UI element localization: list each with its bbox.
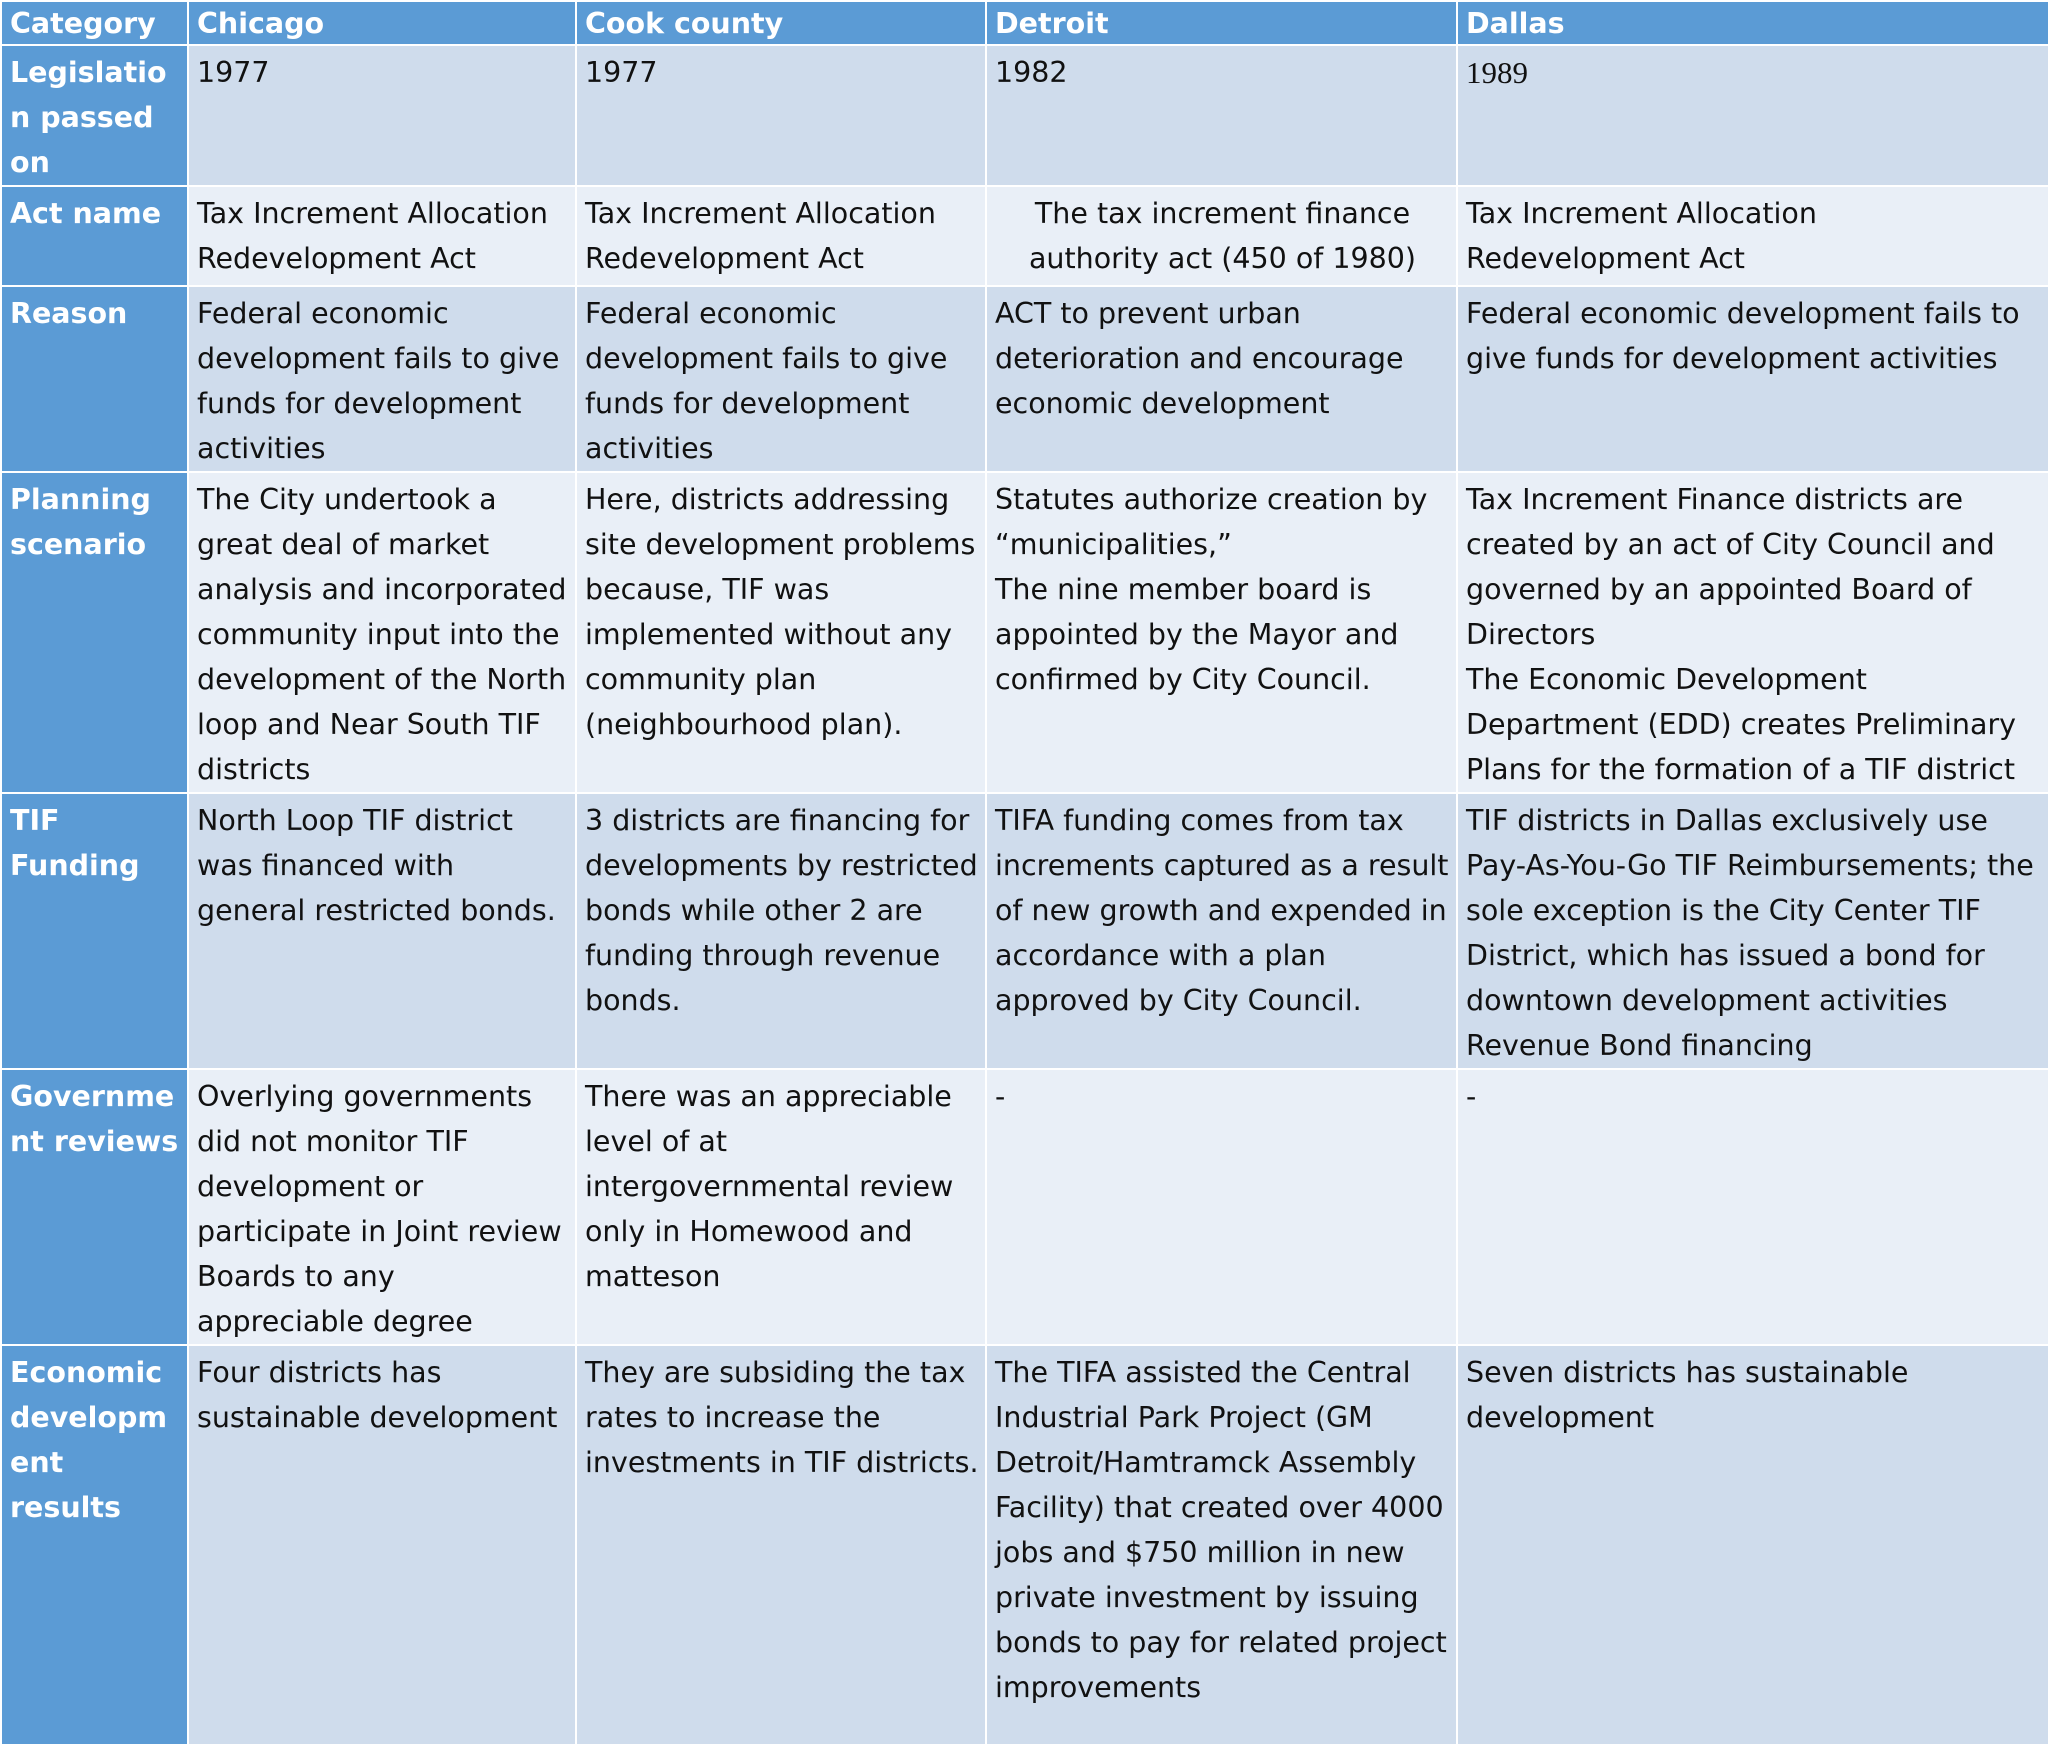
cell-dallas: Seven districts has sustainable development [1457,1345,2049,1745]
row-label: Act name [1,186,188,286]
header-category: Category [1,1,188,45]
cell-dallas: 1989 [1457,45,2049,186]
cell-detroit: 1982 [986,45,1457,186]
header-cook-county: Cook county [576,1,986,45]
cell-dallas: Tax Increment Allocation Redevelopment Act [1457,186,2049,286]
row-label: Planning scenario [1,472,188,793]
cell-cook-county: There was an appreciable level of at intergovernmental review only in Homewood and matteson [576,1069,986,1345]
cell-dallas: Federal economic development fails to give funds for development activities [1457,286,2049,472]
cell-chicago: North Loop TIF district was financed with general restricted bonds. [188,793,576,1069]
cell-cook-county: Here, districts addressing site development problems because, TIF was implemented without any community plan (neighbourhood plan). [576,472,986,793]
cell-chicago: Federal economic development fails to give funds for development activities [188,286,576,472]
cell-cook-county: 3 districts are financing for developments by restricted bonds while other 2 are funding through revenue bonds. [576,793,986,1069]
cell-cook-county: They are subsiding the tax rates to increase the investments in TIF districts. [576,1345,986,1745]
cell-detroit: - [986,1069,1457,1345]
row-planning-scenario [1,472,2049,793]
header-detroit: Detroit [986,1,1457,45]
cell-chicago: Four districts has sustainable development [188,1345,576,1745]
cell-chicago: 1977 [188,45,576,186]
cell-detroit: Statutes authorize creation by “municipalities,” The nine member board is appointed by the Mayor and confirmed by City Council. [986,472,1457,793]
cell-cook-county: Federal economic development fails to give funds for development activities [576,286,986,472]
row-economic-results [1,1345,2049,1745]
row-label: Government reviews [1,1069,188,1345]
row-legislation [1,45,2049,186]
cell-dallas: TIF districts in Dallas exclusively use Pay-As-You-Go TIF Reimbursements; the sole exception is the City Center TIF District, which has issued a bond for downtown development activities Revenue Bond financing [1457,793,2049,1069]
row-label: Economic development results [1,1345,188,1745]
header-dallas: Dallas [1457,1,2049,45]
row-tif-funding [1,793,2049,1069]
row-label: Legislation passed on [1,45,188,186]
cell-detroit: The tax increment finance authority act (450 of 1980) [986,186,1457,286]
cell-dallas: Tax Increment Finance districts are created by an act of City Council and governed by an appointed Board of Directors The Economic Development Department (EDD) creates Preliminary Plans for the formation of a TIF district [1457,472,2049,793]
header-row [1,1,2049,45]
cell-dallas: - [1457,1069,2049,1345]
header-chicago: Chicago [188,1,576,45]
row-act-name [1,186,2049,286]
cell-cook-county: Tax Increment Allocation Redevelopment Act [576,186,986,286]
cell-detroit: The TIFA assisted the Central Industrial Park Project (GM Detroit/Hamtramck Assembly Facility) that created over 4000 jobs and $750 million in new private investment by issuing bonds to pay for related project improvements [986,1345,1457,1745]
cell-detroit: ACT to prevent urban deterioration and encourage economic development [986,286,1457,472]
row-government-reviews [1,1069,2049,1345]
cell-chicago: The City undertook a great deal of market analysis and incorporated community input into the development of the North loop and Near South TIF districts [188,472,576,793]
row-reason [1,286,2049,472]
row-label: TIF Funding [1,793,188,1069]
cell-cook-county: 1977 [576,45,986,186]
cell-chicago: Overlying governments did not monitor TIF development or participate in Joint review Boards to any appreciable degree [188,1069,576,1345]
row-label: Reason [1,286,188,472]
cell-chicago: Tax Increment Allocation Redevelopment Act [188,186,576,286]
cell-detroit: TIFA funding comes from tax increments captured as a result of new growth and expended in accordance with a plan approved by City Council. [986,793,1457,1069]
